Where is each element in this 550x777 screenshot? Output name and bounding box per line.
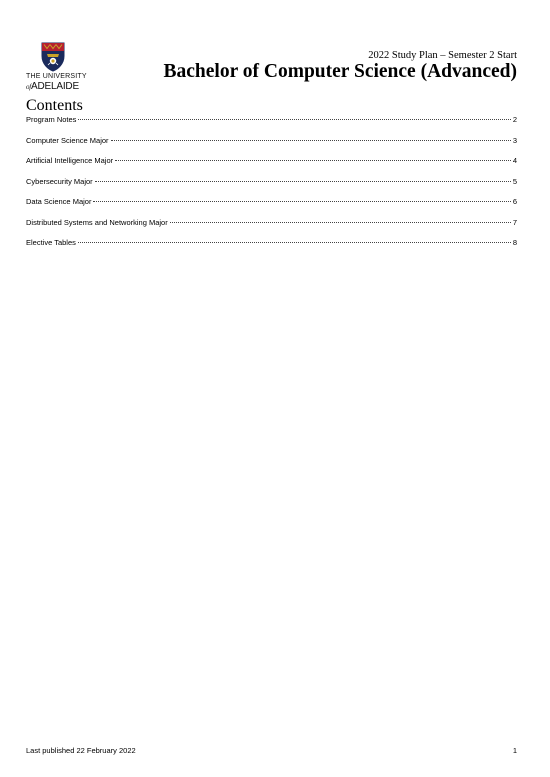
toc-entry-label: Artificial Intelligence Major: [26, 156, 114, 165]
table-of-contents: [26, 115, 517, 259]
toc-dot-leader: [115, 160, 511, 161]
toc-dot-leader: [95, 181, 511, 182]
toc-entry-label: Data Science Major: [26, 197, 92, 206]
toc-entry-page: 4: [512, 156, 517, 165]
logo-text-adelaide: ADELAIDE: [31, 81, 79, 92]
toc-entry-elective-tables[interactable]: [26, 238, 517, 259]
toc-entry-label: Elective Tables: [26, 238, 76, 247]
toc-entry-page: 5: [512, 176, 517, 186]
toc-entry-data-science-major[interactable]: [26, 197, 517, 218]
footer-published-date: Last published 22 February 2022: [26, 746, 136, 755]
document-title: Bachelor of Computer Science (Advanced): [163, 61, 517, 82]
contents-heading: Contents: [26, 97, 83, 114]
logo-text-of: of: [26, 83, 32, 91]
toc-dot-leader: [78, 242, 511, 243]
logo-text-line1: THE UNIVERSITY: [26, 73, 87, 80]
toc-entry-page: 3: [512, 135, 517, 145]
university-logo: [26, 42, 87, 98]
toc-entry-label: Program Notes: [26, 115, 77, 124]
toc-entry-computer-science-major[interactable]: [26, 136, 517, 157]
toc-entry-page: 6: [512, 197, 517, 206]
toc-entry-page: 8: [512, 238, 517, 247]
toc-entry-label: Computer Science Major: [26, 135, 109, 145]
logo-text-line2: [26, 81, 79, 92]
footer-page-number: 1: [512, 746, 517, 755]
toc-entry-program-notes[interactable]: [26, 115, 517, 136]
toc-dot-leader: [78, 119, 510, 120]
crest-icon: [41, 42, 65, 72]
document-subtitle: 2022 Study Plan – Semester 2 Start: [368, 50, 517, 61]
toc-entry-cybersecurity-major[interactable]: [26, 177, 517, 198]
toc-dot-leader: [170, 222, 511, 223]
toc-dot-leader: [93, 201, 510, 202]
toc-entry-page: 2: [512, 115, 517, 124]
toc-entry-page: 7: [512, 217, 517, 227]
toc-entry-label: Cybersecurity Major: [26, 176, 93, 186]
toc-dot-leader: [111, 140, 511, 141]
toc-entry-label: Distributed Systems and Networking Major: [26, 217, 168, 227]
toc-entry-artificial-intelligence-major[interactable]: [26, 156, 517, 177]
toc-entry-distributed-systems-major[interactable]: [26, 218, 517, 239]
